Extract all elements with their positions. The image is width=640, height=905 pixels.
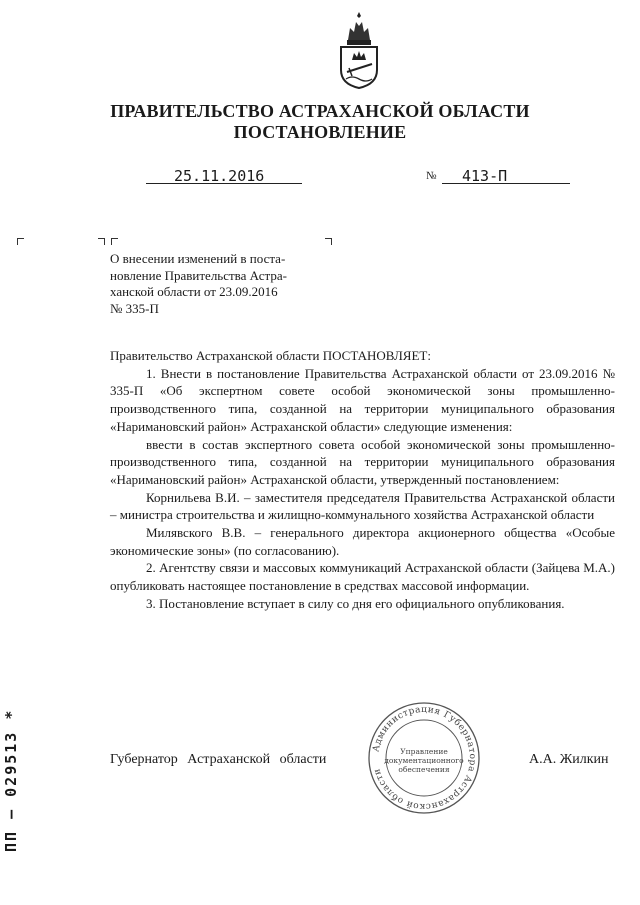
- bracket-corner-top-left-b: [111, 238, 118, 245]
- date-underline: [146, 183, 302, 184]
- subject-block: [110, 251, 344, 317]
- side-document-code: ПП – 029513 *: [2, 708, 20, 852]
- subject-line: новление Правительства Астра-: [110, 267, 287, 283]
- svg-text:Администрация Губернатора Астр: Администрация Губернатора Астраханской области: [371, 704, 478, 812]
- bracket-corner-top-left: [17, 238, 24, 245]
- signatory-position: Губернатор Астраханской области: [110, 752, 327, 767]
- member-2: Милявского В.В. – генерального директора акционерного общества «Особые экономические зоны» (по согласованию).: [110, 525, 615, 558]
- svg-text:документационного: документационного: [384, 756, 464, 765]
- clause-1-sub: ввести в состав экспертного совета особой экономической зоны промышленно-производственного типа, созданной на территории муниципального образования «Наримановский район» Астраханской области, утвержденный постановлением:: [110, 436, 615, 487]
- subject-line: О внесении изменений в поста-: [110, 251, 286, 266]
- preamble: Правительство Астраханской области ПОСТАНОВЛЯЕТ:: [110, 348, 431, 363]
- member-1: Корнильева В.И. – заместителя председателя Правительства Астраханской области – министра строительства и жилищно-коммунального хозяйства Астраханской области: [110, 489, 615, 523]
- svg-text:обеспечения: обеспечения: [398, 765, 450, 774]
- bracket-corner-top-right-a: [98, 238, 105, 245]
- document-body: [110, 347, 615, 613]
- subject-line: ханской области от 23.09.2016: [110, 284, 278, 299]
- signatory-name: А.А. Жилкин: [529, 752, 609, 767]
- svg-text:Управление: Управление: [400, 747, 448, 756]
- number-underline: [442, 183, 570, 184]
- clause-2: 2. Агентству связи и массовых коммуникаций Астраханской области (Зайцева М.А.) опубликовать настоящее постановление в средствах массовой информации.: [110, 560, 615, 594]
- coat-of-arms-emblem: [332, 10, 386, 90]
- number-sign: №: [426, 170, 437, 182]
- issuing-authority: ПРАВИТЕЛЬСТВО АСТРАХАНСКОЙ ОБЛАСТИ: [110, 101, 530, 121]
- document-number: 413-П: [462, 167, 508, 185]
- document-type: ПОСТАНОВЛЕНИЕ: [233, 122, 407, 142]
- clause-1: 1. Внести в постановление Правительства Астраханской области от 23.09.2016 № 335-П «Об экспертном совете особой экономической зоны промышленно-производственного типа, созданной на территории муниципального образования «Наримановский район» Астраханской области» следующие изменения:: [110, 365, 615, 434]
- subject-line: № 335-П: [110, 300, 159, 316]
- bracket-corner-top-right: [325, 238, 332, 245]
- document-date: 25.11.2016: [174, 167, 265, 185]
- official-stamp: [366, 700, 482, 816]
- clause-3: 3. Постановление вступает в силу со дня его официального опубликования.: [146, 595, 565, 611]
